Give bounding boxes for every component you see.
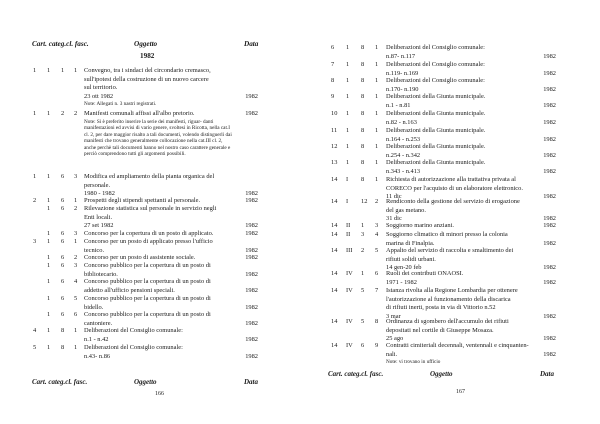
entry-cart: 1 <box>33 173 37 180</box>
entry-date: 1982 <box>245 352 258 360</box>
entry-categ: 1 <box>47 278 51 285</box>
entry-description-line: Deliberazioni della Giunta municipale. <box>386 159 486 166</box>
entry-fasc: 1 <box>375 77 379 84</box>
footer-oggetto-right: Oggetto <box>430 370 453 378</box>
entry-cart: 13 <box>331 159 338 166</box>
entry-fasc: 2 <box>74 205 78 212</box>
footer-data-right: Data <box>540 370 554 378</box>
entry-description <box>386 222 564 231</box>
entry-description-line: l'autorizzazione al funzionamento della discarica <box>386 295 511 303</box>
entry-date: 1982 <box>245 254 258 261</box>
entry-description-line: Deliberazioni della Giunta municipale. <box>386 110 486 117</box>
entry-description-line: Concorso pubblico per la copertura di un posto di <box>84 278 211 285</box>
entry-categ: IV <box>346 287 353 294</box>
header-oggetto: Oggetto <box>134 40 158 48</box>
entry-cart: 14 <box>331 231 338 238</box>
entry-description <box>386 77 564 94</box>
entry-cl: 8 <box>361 110 365 117</box>
entry-date: 1982 <box>245 222 258 229</box>
entry-description <box>386 110 564 127</box>
entry-cart: 4 <box>33 327 37 334</box>
entry-fasc: 9 <box>375 342 379 349</box>
entry-date: 1982 <box>543 222 556 229</box>
entry-categ: 1 <box>47 327 51 334</box>
entry-cl: 8 <box>361 176 365 183</box>
entry-fasc: 2 <box>74 110 78 117</box>
entry-fasc: 5 <box>375 247 379 254</box>
entry-description-line: 27 set 1982 <box>84 222 114 229</box>
entry-date: 1982 <box>543 167 556 175</box>
entry-cl: 6 <box>61 173 65 180</box>
entry-fasc: 2 <box>375 198 379 205</box>
entry-cart: 6 <box>331 44 335 51</box>
entry-date: 1982 <box>543 52 556 60</box>
entry-description-line: Deliberazioni della Giunta municipale. <box>386 93 486 100</box>
entry-categ: 1 <box>346 127 350 134</box>
entry-categ: 1 <box>47 230 51 237</box>
entry-date: 1982 <box>543 312 556 320</box>
page-number-right: 167 <box>456 389 465 395</box>
entry-date: 1982 <box>245 230 258 237</box>
entry-categ: III <box>346 247 353 254</box>
entry-description <box>386 342 564 366</box>
entry-description-line: Concorso pubblico per la copertura di un posto di <box>84 295 211 302</box>
entry-description-line: n.1 - n.81 <box>386 101 411 109</box>
entry-description-line: Deliberazioni della Giunta municipale. <box>386 127 486 134</box>
footer-segnatura-right: Cart. categ.cl. fasc. <box>328 370 384 378</box>
entry-description-line: Enti locali. <box>84 213 113 221</box>
year-heading: 1982 <box>140 52 155 60</box>
entry-date: 1982 <box>543 118 556 126</box>
entry-cart: 14 <box>331 176 338 183</box>
entry-description <box>84 238 234 255</box>
entry-date: 1982 <box>543 335 556 342</box>
entry-cl: 6 <box>361 342 365 349</box>
entry-cart: 14 <box>331 318 338 325</box>
entry-description-line: Manifesti comunali affissi all'albo pretorio. <box>84 110 195 117</box>
entry-description-line: n.119- n.169 <box>386 69 419 77</box>
entry-description-line: Deliberazioni della Giunta municipale. <box>386 143 486 150</box>
entry-fasc: 4 <box>74 278 78 285</box>
entry-description-line: Deliberazioni del Consiglio comunale: <box>84 327 183 334</box>
entry-fasc: 1 <box>74 238 78 245</box>
entry-cart: 14 <box>331 247 338 254</box>
entry-categ: 1 <box>346 77 350 84</box>
entry-cl: 6 <box>61 311 65 318</box>
entry-categ: IV <box>346 342 353 349</box>
entry-date: 1982 <box>245 270 258 278</box>
entry-date: 1982 <box>543 278 556 286</box>
entry-fasc: 1 <box>375 176 379 183</box>
footer-segnatura: Cart. categ.cl. fasc. <box>32 378 88 386</box>
entry-description-line: n.1 - n.42 <box>84 335 109 343</box>
entry-categ: 1 <box>47 110 51 117</box>
entry-cart: 12 <box>331 143 338 150</box>
entry-description-line: Ordinanza di sgombero dell'accumulo dei rifiuti <box>386 318 509 325</box>
entry-categ: 1 <box>47 262 51 269</box>
entry-date: 1982 <box>543 101 556 109</box>
entry-fasc: 1 <box>74 197 78 204</box>
entry-description-line: Concorso pubblico per la copertura di un posto di <box>84 311 211 318</box>
entry-fasc: 6 <box>375 270 379 277</box>
entry-description <box>386 44 564 61</box>
entry-description-line: Appalto del servizio di raccolta e smaltimento dei <box>386 247 514 254</box>
entry-categ: 1 <box>47 173 51 180</box>
header-data: Data <box>244 40 259 48</box>
entry-description-line: Deliberazioni del Consiglio comunale: <box>386 77 485 84</box>
entry-cart: 5 <box>33 344 37 351</box>
entry-cl: 1 <box>61 67 65 74</box>
entry-cart: 3 <box>33 238 37 245</box>
entry-description-line: n.87- n.117 <box>386 52 416 60</box>
entry-cl: 1 <box>361 222 365 229</box>
entry-date: 1982 <box>543 193 556 200</box>
entry-description-line: depositati nel cortile di Giuseppe Mosaza. <box>386 326 494 334</box>
entry-fasc: 3 <box>74 173 78 180</box>
entry-description-line: Contratti cimiteriali decennali, ventennali e cinquanten- <box>386 342 529 349</box>
entry-categ: 1 <box>47 254 51 261</box>
entry-fasc: 3 <box>74 262 78 269</box>
entry-description-line: Deliberazioni del Consiglio comunale: <box>386 61 485 68</box>
entry-cart: 14 <box>331 287 338 294</box>
entry-fasc: 3 <box>375 222 379 229</box>
entry-description <box>386 318 564 344</box>
entry-categ: 1 <box>346 44 350 51</box>
entry-date: 1982 <box>245 246 258 254</box>
entry-categ: 1 <box>47 205 51 212</box>
entry-date: 1982 <box>543 85 556 93</box>
entry-cl: 12 <box>361 198 368 205</box>
entry-fasc: 1 <box>375 61 379 68</box>
entry-description <box>84 295 234 312</box>
entry-description-line: Concorso pubblico per la copertura di un posto di <box>84 262 211 269</box>
entry-fasc: 1 <box>375 44 379 51</box>
entry-date: 1982 <box>543 151 556 159</box>
entry-cl: 8 <box>361 143 365 150</box>
entry-description-line: Richiesta di autorizzazione alla trattativa privata al <box>386 176 516 183</box>
entry-date: 1982 <box>543 215 556 222</box>
entry-description-line: Istanza rivolta alla Regione Lombardia per ottenere <box>386 287 518 294</box>
header-segnatura: Cart. categ.cl. fasc. <box>32 40 89 48</box>
entry-date: 1982 <box>245 197 258 204</box>
entry-cart: 14 <box>331 270 338 277</box>
entry-cl: 8 <box>361 77 365 84</box>
entry-description <box>386 61 564 78</box>
entry-description <box>84 278 234 295</box>
entry-description-line: 3 mar <box>386 312 401 320</box>
entry-description <box>84 173 234 199</box>
entry-date: 1982 <box>543 135 556 143</box>
entry-note: Note: Allegati n. 3 nastri registrati. <box>84 101 157 107</box>
entry-cl: 6 <box>61 238 65 245</box>
entry-fasc: 2 <box>74 254 78 261</box>
entry-note: Note: Si è preferito inserire la serie dei manifesti, riguar- danti manifestazioni ed avvisi di vario genere, svoltesi in Ricotta, nella cat.I cl. 2, per dare maggior risalto a tali documenti, volendo distinguerli dai manifesti che trovano generalmente collocazione nella cat.III cl. 2, anche perchè tali documenti hanno nel nostro caso carattere generale e perciò comprendono tutti gli argomenti possibili. <box>84 118 232 157</box>
entry-cl: 6 <box>61 254 65 261</box>
entry-description <box>386 231 564 248</box>
entry-description-line: del gas metano. <box>386 206 426 214</box>
entry-fasc: 5 <box>74 295 78 302</box>
entry-categ: II <box>346 231 351 238</box>
entry-categ: I <box>346 198 349 205</box>
entry-categ: IV <box>346 318 353 325</box>
entry-description <box>84 205 234 231</box>
entry-categ: II <box>346 222 351 229</box>
entry-description-line: Concorso per la copertura di un posto di applicato. <box>84 230 214 237</box>
entry-cl: 6 <box>61 205 65 212</box>
entry-description-line: n.170- n.190 <box>386 85 419 93</box>
entry-cl: 8 <box>61 327 65 334</box>
entry-categ: 1 <box>47 295 51 302</box>
entry-cl: 8 <box>361 93 365 100</box>
entry-cart: 14 <box>331 342 338 349</box>
entry-fasc: 7 <box>375 287 379 294</box>
entry-description-line: n.164 - n.253 <box>386 135 421 143</box>
entry-description-line: 1980 - 1982 <box>84 190 115 197</box>
entry-cl: 3 <box>361 231 365 238</box>
entry-fasc: 1 <box>74 67 78 74</box>
entry-cl: 8 <box>361 159 365 166</box>
entry-categ: 1 <box>47 197 51 204</box>
entry-cart: 14 <box>331 198 338 205</box>
entry-cl: 8 <box>361 61 365 68</box>
entry-description <box>84 262 234 279</box>
entry-description-line: addetto all'ufficio pensioni speciali. <box>84 286 175 294</box>
entry-description-line: Rendiconto della gestione del servizio di erogazione <box>386 198 520 205</box>
entry-date: 1982 <box>245 335 258 343</box>
entry-cart: 11 <box>331 127 338 134</box>
entry-categ: 1 <box>346 61 350 68</box>
entry-cart: 1 <box>33 67 37 74</box>
entry-description <box>386 270 564 287</box>
entry-cart: 7 <box>331 61 335 68</box>
entry-cart: 8 <box>331 77 335 84</box>
entry-description-line: 25 ago <box>386 335 404 342</box>
entry-categ: 1 <box>47 67 51 74</box>
entry-date: 1982 <box>543 69 556 77</box>
entry-date: 1982 <box>245 286 258 294</box>
entry-categ: 1 <box>346 110 350 117</box>
entry-fasc: 4 <box>375 231 379 238</box>
entry-description-line: 31 dic <box>386 215 402 222</box>
entry-date: 1982 <box>543 264 556 271</box>
entry-cart: 10 <box>331 110 338 117</box>
entry-description-line: n.43- n.86 <box>84 352 111 360</box>
entry-categ: 1 <box>47 238 51 245</box>
entry-description-line: 1971 - 1982 <box>386 278 417 286</box>
entry-cl: 8 <box>361 44 365 51</box>
entry-description-line: 11 dic <box>386 193 402 200</box>
entry-cart: 1 <box>33 110 37 117</box>
entry-fasc: 1 <box>375 127 379 134</box>
entry-fasc: 1 <box>375 93 379 100</box>
entry-categ: 1 <box>346 93 350 100</box>
entry-cart: 2 <box>33 197 37 204</box>
entry-description-line: tecnico. <box>84 246 105 254</box>
page-number-left: 166 <box>155 391 164 397</box>
entry-categ: 1 <box>47 311 51 318</box>
entry-fasc: 1 <box>74 344 78 351</box>
entry-description-line: Prospetti degli stipendi spettanti al personale. <box>84 197 201 204</box>
entry-date: 1982 <box>245 110 258 117</box>
entry-description-line: Modifica ed ampliamento della pianta organica del <box>84 173 215 180</box>
entry-date: 1982 <box>543 239 556 247</box>
entry-description-line: nali. <box>386 350 398 358</box>
entry-cart: 14 <box>331 222 338 229</box>
entry-description-line: Convegno, tra i sindaci del circondario cremasco, <box>84 67 211 74</box>
entry-date: 1982 <box>543 350 556 358</box>
entry-description-line: Concorso per un posto di applicato presso l'ufficio <box>84 238 213 245</box>
entry-categ: IV <box>346 270 353 277</box>
entry-cl: 6 <box>61 295 65 302</box>
entry-cl: 5 <box>361 318 365 325</box>
entry-categ: 1 <box>346 159 350 166</box>
entry-description <box>386 198 564 224</box>
entry-description-line: Concorso per un posto di assistente sociale. <box>84 254 196 261</box>
entry-categ: 1 <box>47 344 51 351</box>
entry-description-line: 14 gen-20 feb <box>386 264 422 271</box>
entry-categ: 1 <box>346 143 350 150</box>
entry-cl: 2 <box>361 247 365 254</box>
entry-cl: 6 <box>61 262 65 269</box>
entry-description-line: n.82 - n.163 <box>386 118 417 126</box>
entry-fasc: 1 <box>375 110 379 117</box>
entry-description-line: sul territorio. <box>84 84 118 91</box>
entry-cl: 8 <box>361 127 365 134</box>
entry-date: 1982 <box>245 92 258 100</box>
entry-description <box>84 311 234 328</box>
entry-description-line: Rilevazione statistica sul personale in servizio negli <box>84 205 217 212</box>
entry-description <box>84 327 234 344</box>
entry-cl: 1 <box>361 270 365 277</box>
entry-fasc: 3 <box>74 230 78 237</box>
entry-fasc: 8 <box>375 318 379 325</box>
entry-description-line: n.343 - n.413 <box>386 167 421 175</box>
entry-cl: 6 <box>61 278 65 285</box>
entry-description-line: n.254 - n.342 <box>386 151 421 159</box>
entry-date: 1982 <box>245 303 258 311</box>
entry-cl: 6 <box>61 197 65 204</box>
entry-description <box>386 287 564 321</box>
entry-description-line: Soggiorno marino anziani. <box>386 222 454 229</box>
entry-description-line: sull'ipotesi della costruzione di un nuovo carcere <box>84 75 209 83</box>
right-page <box>300 0 600 424</box>
entry-description-line: di rifiuti inerti, posta in via di Vittorio n.52 <box>386 304 496 311</box>
entry-cl: 5 <box>361 287 365 294</box>
entry-description-line: bidello. <box>84 303 104 311</box>
entry-cl: 8 <box>61 344 65 351</box>
entry-cart: 9 <box>331 93 335 100</box>
entry-description <box>386 247 564 273</box>
entry-description <box>84 110 234 158</box>
entry-description <box>84 67 234 108</box>
entry-fasc: 1 <box>375 143 379 150</box>
entry-description-line: rifiuti solidi urbani. <box>386 255 436 263</box>
entry-description <box>386 143 564 160</box>
entry-description-line: 23 ott 1982 <box>84 92 114 100</box>
entry-fasc: 6 <box>74 311 78 318</box>
entry-description <box>386 159 564 176</box>
entry-description-line: Ruoli dei contributi ONAOSI. <box>386 270 464 277</box>
entry-note: Note: vi trovano in ufficio <box>386 359 441 365</box>
entry-description-line: cantoniere. <box>84 319 113 327</box>
entry-description-line: bibliotecario. <box>84 270 118 278</box>
entry-categ: I <box>346 176 349 183</box>
entry-description-line: personale. <box>84 181 111 189</box>
entry-description-line: marina di Finalpia. <box>386 239 435 247</box>
entry-cl: 6 <box>61 230 65 237</box>
entry-fasc: 1 <box>375 159 379 166</box>
entry-cl: 2 <box>61 110 65 117</box>
footer-data: Data <box>244 378 258 386</box>
entry-date: 1982 <box>245 319 258 327</box>
entry-description-line: Deliberazioni del Consiglio comunale: <box>386 44 485 51</box>
entry-description-line: Deliberazioni del Consiglio comunale: <box>84 344 183 351</box>
entry-date: 1982 <box>245 190 258 197</box>
entry-description-line: Soggiorno climatico di minori presso la colonia <box>386 231 508 238</box>
entry-description <box>386 93 564 110</box>
footer-oggetto: Oggetto <box>134 378 157 386</box>
entry-description <box>386 127 564 144</box>
entry-fasc: 1 <box>74 327 78 334</box>
entry-description <box>84 344 234 361</box>
entry-description-line: CORECO per l'acquisto di un elaboratore elettronico. <box>386 184 523 192</box>
